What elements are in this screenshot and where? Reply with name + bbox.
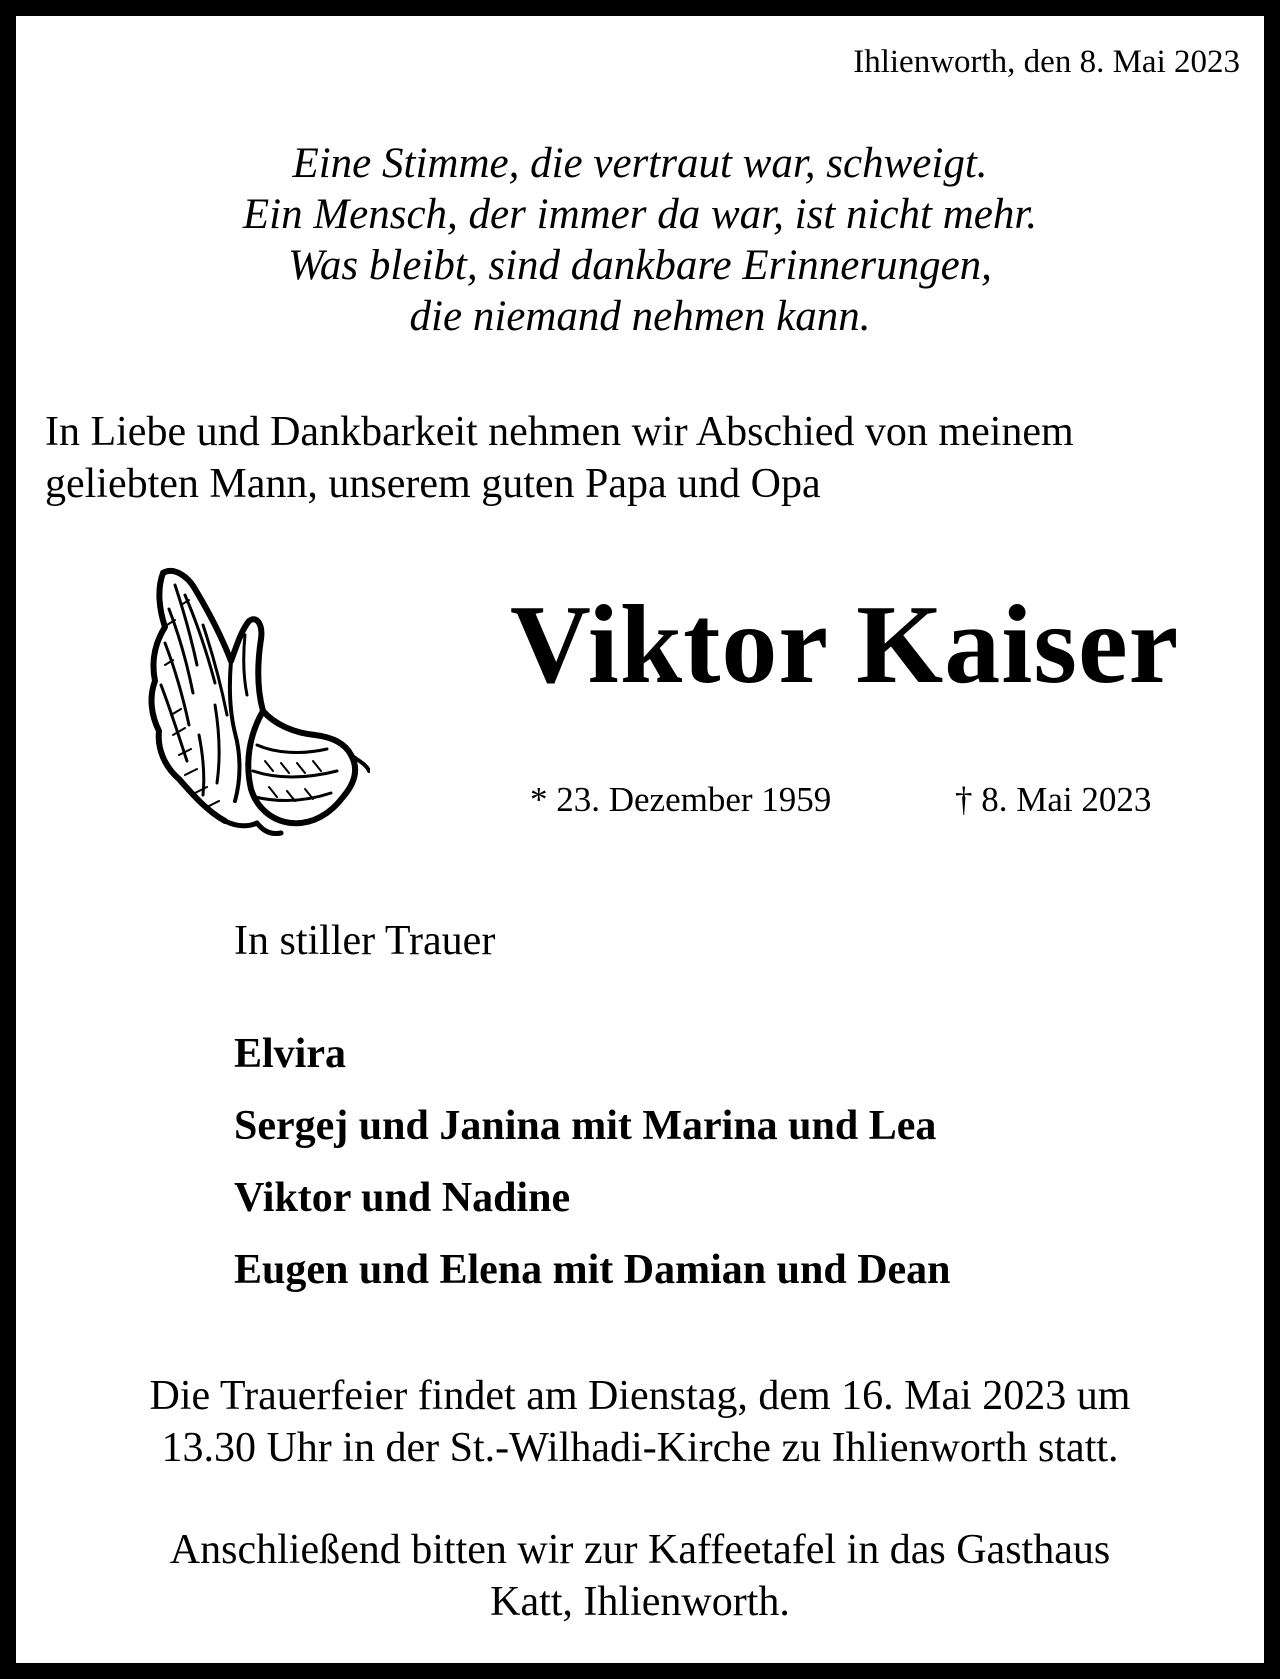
mourning-label: In stiller Trauer	[234, 918, 496, 964]
poem-line: Was bleibt, sind dankbare Erinnerungen,	[288, 242, 992, 289]
service-line: 13.30 Uhr in der St.-Wilhadi-Kirche zu Ihlienworth statt.	[161, 1425, 1119, 1471]
birth-date: * 23. Dezember 1959	[530, 780, 832, 819]
family-member: Eugen und Elena mit Damian und Dean	[234, 1247, 951, 1293]
praying-hands-icon	[145, 565, 370, 845]
family-member: Elvira	[234, 1031, 346, 1077]
poem-line: Eine Stimme, die vertraut war, schweigt.	[292, 140, 988, 187]
reception-info	[0, 1524, 1280, 1628]
poem	[0, 138, 1280, 342]
intro-line: In Liebe und Dankbarkeit nehmen wir Abschied von meinem	[45, 409, 1074, 455]
intro-line: geliebten Mann, unserem guten Papa und Opa	[45, 461, 821, 507]
family-member: Viktor und Nadine	[234, 1175, 571, 1221]
service-line: Die Trauerfeier findet am Dienstag, dem 16. Mai 2023 um	[149, 1373, 1131, 1419]
reception-line: Katt, Ihlienworth.	[490, 1579, 790, 1625]
deceased-name: Viktor Kaiser	[510, 583, 1180, 707]
place-date: Ihlienworth, den 8. Mai 2023	[853, 44, 1240, 80]
funeral-service-info	[0, 1370, 1280, 1474]
family-member: Sergej und Janina mit Marina und Lea	[234, 1103, 937, 1149]
poem-line: die niemand nehmen kann.	[409, 293, 871, 340]
death-date: † 8. Mai 2023	[955, 780, 1152, 819]
poem-line: Ein Mensch, der immer da war, ist nicht mehr.	[242, 191, 1038, 238]
family-list	[234, 1018, 951, 1306]
reception-line: Anschließend bitten wir zur Kaffeetafel in das Gasthaus	[169, 1527, 1111, 1573]
intro-text	[45, 406, 1245, 510]
